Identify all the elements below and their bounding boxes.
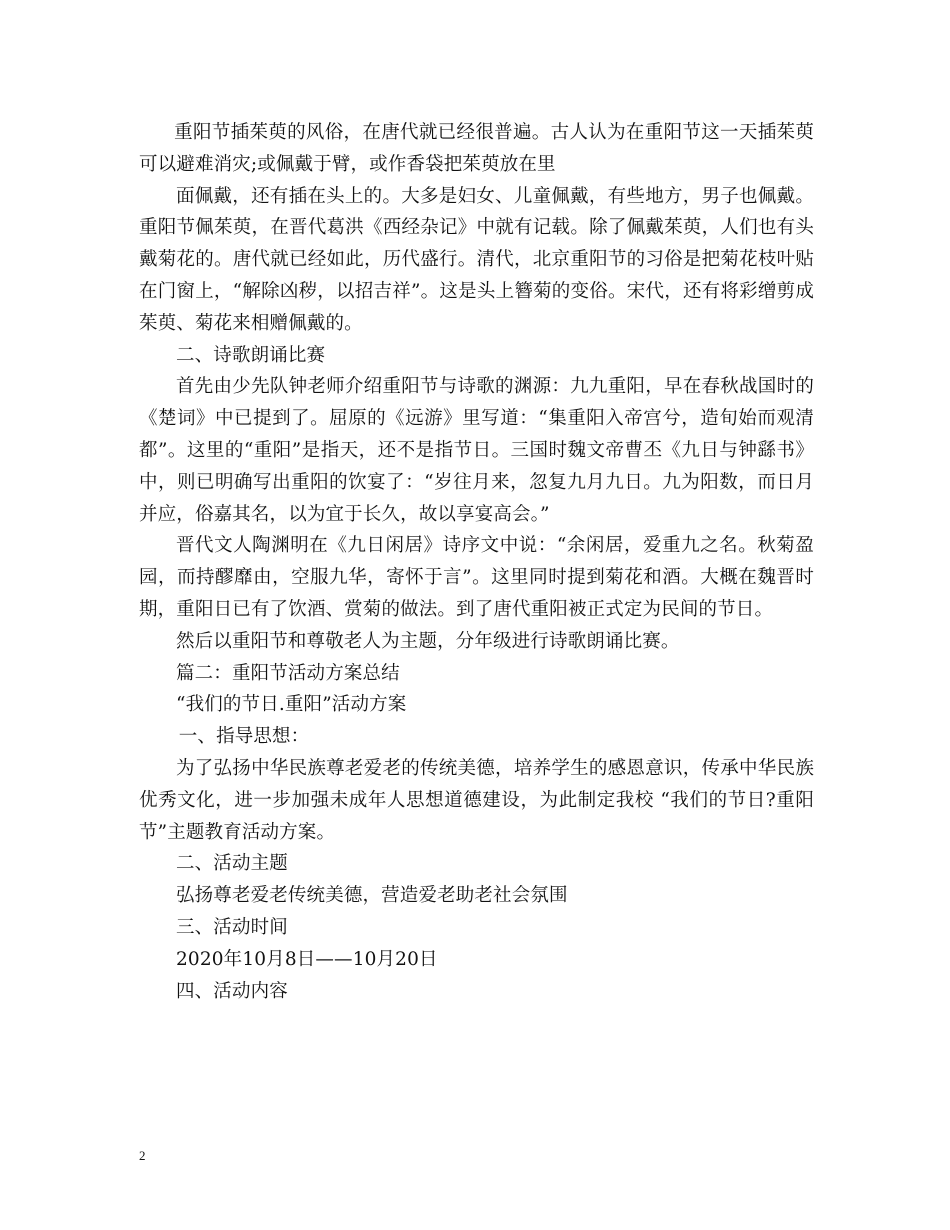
section-heading-guiding-thought: 一、指导思想： <box>178 726 310 748</box>
plan-title: “我们的节日.重阳”活动方案 <box>176 694 407 716</box>
paragraph-6: 然后以重阳节和尊敬老人为主题，分年级进行诗歌朗诵比赛。 <box>176 630 680 652</box>
section-heading-time: 三、活动时间 <box>176 916 288 938</box>
chapter-heading: 篇二：重阳节活动方案总结 <box>176 662 400 684</box>
time-text: 2020年10月8日——10月20日 <box>176 948 438 970</box>
document-body <box>139 117 814 1007</box>
paragraph-5: 晋代文人陶渊明在《九日闲居》诗序文中说：“余闲居，爱重九之名。秋菊盈园，而持醪靡由，空服九华，寄怀于言”。这里同时提到菊花和酒。大概在魏晋时期，重阳日已有了饮酒、赏菊的做法。到了唐代重阳被正式定为民间的节日。 <box>139 535 814 620</box>
paragraph-10: 为了弘扬中华民族尊老爱老的传统美德，培养学生的感恩意识，传承中华民族优秀文化，进一步加强未成年人思想道德建设，为此制定我校 “我们的节日?重阳节”主题教育活动方案。 <box>139 757 814 843</box>
section-heading-content: 四、活动内容 <box>176 980 288 1002</box>
paragraph-2: 面佩戴，还有插在头上的。大多是妇女、儿童佩戴，有些地方，男子也佩戴。重阳节佩茱萸，在晋代葛洪《西经杂记》中就有记载。除了佩戴茱萸，人们也有头戴菊花的。唐代就已经如此，历代盛行。清代，北京重阳节的习俗是把菊花枝叶贴在门窗上，“解除凶秽，以招吉祥”。这是头上簪菊的变俗。宋代，还有将彩缯剪成茱萸、菊花来相赠佩戴的。 <box>139 185 814 334</box>
section-heading-theme: 二、活动主题 <box>176 853 288 875</box>
paragraph-1: 重阳节插茱萸的风俗，在唐代就已经很普遍。古人认为在重阳节这一天插茱萸可以避难消灾;或佩戴于臂，或作香袋把茱萸放在里 <box>139 122 814 175</box>
paragraph-4: 首先由少先队钟老师介绍重阳节与诗歌的渊源：九九重阳，早在春秋战国时的《楚词》中已提到了。屈原的《远游》里写道：“集重阳入帝宫兮，造旬始而观清都”。这里的“重阳”是指天，还不是指节日。三国时魏文帝曹丕《九日与钟繇书》中，则已明确写出重阳的饮宴了：“岁往月来，忽复九月九日。九为阳数，而日月并应，俗嘉其名，以为宜于长久，故以享宴高会。” <box>139 376 814 525</box>
theme-text: 弘扬尊老爱老传统美德，营造爱老助老社会氛围 <box>176 885 568 907</box>
section-heading-poetry-contest: 二、诗歌朗诵比赛 <box>176 344 326 366</box>
page-number: 2 <box>139 1148 146 1163</box>
